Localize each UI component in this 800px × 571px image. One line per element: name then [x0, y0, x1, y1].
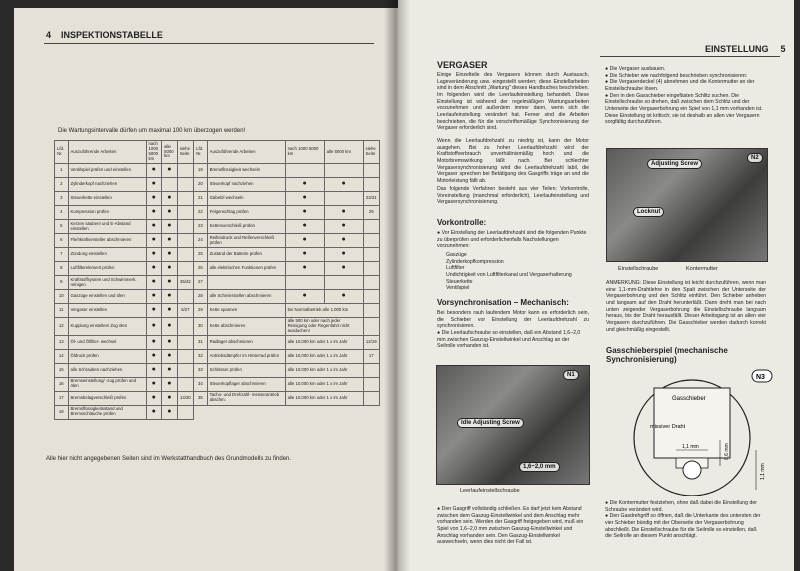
table-cell: ●: [146, 290, 162, 304]
table-cell: Gaszüge einstellen und ölen: [68, 290, 146, 304]
table-cell: ●: [146, 335, 162, 349]
table-cell: 29: [363, 206, 379, 220]
left-page-title: INSPEKTIONSTABELLE: [61, 30, 163, 40]
right-page-title: EINSTELLUNG: [705, 44, 769, 54]
table-cell: ●: [162, 262, 178, 276]
table-cell: Zylinderkopf nachziehen: [68, 178, 146, 192]
diagram-label-slide: Gasschieber: [672, 396, 706, 402]
table-cell: alle 500 km oder nach jeder Reinigung oder Regenfahrt nicht ausduchen!: [285, 318, 363, 336]
table-cell: ●: [285, 290, 324, 304]
col-header: Lfd. Nr.: [194, 141, 208, 164]
photo-label-idle-screw: Idle Adjusting Screw: [457, 418, 524, 428]
table-cell: [363, 220, 379, 234]
col-header: Auszuführende Arbeiten: [207, 141, 285, 164]
table-row: [55, 178, 380, 192]
table-row: [55, 192, 380, 206]
table-cell: [324, 192, 363, 206]
table-cell: Kettenverschleiß prüfen: [207, 220, 285, 234]
list-item-text: Die Schieber wie nachfolgend beschrieben synchronisieren:: [609, 72, 748, 79]
table-cell: [177, 318, 193, 336]
paragraph-idle: Wenn die Leerlaufdrehzahl zu niedrig ist, kann der Motor ausgehen. Bei zu hoher Leerlaufdrehzahl wird der Kraftstoffverbrauch unverhältnismäßig hoch und die Motorbremswirkung läßt nach. Bei schlechter Vergasersynchronisierung wird die Leerlaufdrehzahl labil, die Vergaser sprechen bei Betätigung des Gasgriffs träge an und die Motorleistung fällt ab.: [437, 138, 589, 184]
table-cell: 8: [55, 262, 69, 276]
table-cell: [363, 391, 379, 405]
table-row: [55, 391, 380, 405]
table-cell: ●: [324, 206, 363, 220]
table-cell: Bremsflüssigkeitsstand und Bremsschläuche prüfen: [68, 405, 146, 419]
table-cell: 4: [55, 206, 69, 220]
section-gasschieber: Gasschieberspiel (mechanische Synchronisierung): [606, 346, 728, 364]
table-cell: Gabelöl wechseln: [207, 192, 285, 206]
table-cell: [177, 234, 193, 248]
table-cell: [177, 405, 193, 419]
list-item: ● Den in den Gasschieber eingefästen Schlitz suchen. Die Einstellschraube so drehen, daß zwischen dem Schlitz und der Unterseite der Vergaserbohrung ein Spiel von 1,1 mm vorhanden ist. Diese Einstellung ist kritisch; sie ist deshalb an allen vier Vergasern sorgfältig durchzuführen.: [605, 92, 763, 126]
table-cell: [363, 304, 379, 318]
right-header-rule: [600, 56, 780, 57]
table-row: [55, 290, 380, 304]
table-cell: [177, 262, 193, 276]
table-cell: 29: [194, 304, 208, 318]
table-cell: alle 10.000 km oder 1 x im Jahr: [285, 335, 363, 349]
table-cell: Kette abschmieren: [207, 318, 285, 336]
list-item: Ventilspiel: [446, 285, 470, 292]
table-cell: [363, 262, 379, 276]
table-cell: Kerzen säubern und E-Abstand einstellen: [68, 220, 146, 234]
table-cell: [177, 192, 193, 206]
list-item: Undichtigkeit von Luftfilterkanal und Vergaserhalterung: [446, 271, 572, 278]
table-cell: 13: [55, 335, 69, 349]
table-cell: ●: [146, 234, 162, 248]
table-cell: bei Normalbetrieb alle 1.000 km: [285, 304, 363, 318]
list-item-text: Den Gasdrehgriff so öffnen, daß die Unterkante des untersten der vier Schieber bündig mit der Oberseite der Vergaserbohrung abschließt. Die Einstellschraube für die Seilrolle so einstellen, daß die Seilrolle an diesem Punkt anschlägt.: [605, 513, 761, 540]
table-row: [55, 234, 380, 248]
table-cell: ●: [162, 349, 178, 363]
table-cell: ●: [324, 234, 363, 248]
table-cell: ●: [146, 349, 162, 363]
table-row: [55, 363, 380, 377]
table-cell: ●: [324, 248, 363, 262]
col-header: siehe Seite: [177, 141, 193, 164]
table-cell: ●: [162, 304, 178, 318]
photo-idle-adjusting-screw: [436, 365, 590, 485]
table-cell: [177, 248, 193, 262]
table-cell: ●: [146, 304, 162, 318]
table-footnote: Alle hier nicht angegebenen Seiten sind im Werkstatthandbuch des Grundmodells zu finden.: [46, 456, 292, 462]
table-cell: Vergaser einstellen: [68, 304, 146, 318]
table-cell: ●: [162, 206, 178, 220]
steps-list-2: [605, 500, 765, 540]
table-cell: ●: [162, 276, 178, 290]
table-cell: 31: [194, 335, 208, 349]
table-cell: [177, 220, 193, 234]
table-cell: 27: [194, 276, 208, 290]
table-cell: ●: [324, 290, 363, 304]
table-cell: Steuerkopflager abschmieren: [207, 377, 285, 391]
table-cell: 14/30: [177, 391, 193, 405]
table-cell: Öl- und Ölfilter- wechsel: [68, 335, 146, 349]
table-row: [55, 220, 380, 234]
table-cell: alle 10.000 km oder 1 x im Jahr: [285, 363, 363, 377]
table-cell: ●: [146, 192, 162, 206]
diagram-dim-2: 0,6 mm: [724, 443, 730, 460]
table-cell: [324, 164, 363, 178]
table-cell: ●: [146, 405, 162, 419]
paragraph-procedure: Das folgende Verfahren besteht aus vier Teilen: Vorkontrolle, Voreinstellung (manchmal erforderlich), Leerlaufeinstellung und Vergasersynchronisierung.: [437, 186, 589, 206]
table-cell: ●: [146, 178, 162, 192]
list-item-text: Die Vergaserdeckel (4) abnehmen und die Kontermutter an der Einstellschraube lösen.: [605, 79, 755, 92]
list-item: Luftfilter: [446, 265, 465, 272]
list-item: Gaszüge: [446, 252, 467, 258]
table-cell: 35: [194, 391, 208, 405]
table-cell: [177, 335, 193, 349]
table-cell: Bremseinstellung/ -zug prüfen und ölen: [68, 377, 146, 391]
list-item-text: Den in den Gasschieber eingefästen Schlitz suchen. Die Einstellschraube so drehen, daß zwischen dem Schlitz und der Unterseite der Vergaserbohrung ein Spiel von 1,1 mm vorhanden ist. Diese Einstellung ist kritisch; sie ist deshalb an allen vier Vergasern sorgfältig durchzuführen.: [605, 92, 763, 126]
diagram-dim-1: 1,1 mm: [682, 444, 699, 450]
table-cell: Reifendruck und Reifenverschleiß prüfen: [207, 234, 285, 248]
table-cell: ●: [285, 206, 324, 220]
table-cell: [363, 164, 379, 178]
table-cell: alle Schmierstellen abschmieren: [207, 290, 285, 304]
table-cell: 2: [55, 178, 69, 192]
col-header: alle 5000 km: [324, 141, 363, 164]
col-header: Lfd. Nr.: [55, 141, 69, 164]
table-cell: 10: [55, 290, 69, 304]
table-row: [55, 206, 380, 220]
table-cell: ●: [146, 391, 162, 405]
table-row: [55, 349, 380, 363]
table-cell: 1: [55, 164, 69, 178]
table-cell: ●: [285, 248, 324, 262]
table-cell: Kompression prüfen: [68, 206, 146, 220]
table-cell: ●: [162, 391, 178, 405]
table-cell: 18: [55, 405, 69, 419]
table-cell: ●: [146, 363, 162, 377]
table-intro: Die Wartungsintervalle dürfen um maximal 100 km überzogen werden!: [58, 128, 246, 134]
table-cell: [177, 349, 193, 363]
table-cell: 33: [194, 363, 208, 377]
table-cell: 5: [55, 220, 69, 234]
inspection-table: [54, 140, 380, 420]
table-cell: Fliehkraftversteller abschmieren: [68, 234, 146, 248]
col-header: nach 1000 5000 km: [285, 141, 324, 164]
table-cell: alle 10.000 km oder 1 x im Jahr: [285, 349, 363, 363]
table-cell: [177, 164, 193, 178]
section-vorsynchronisation: Vorsynchronisation – Mechanisch:: [437, 298, 569, 307]
table-cell: 3: [55, 192, 69, 206]
table-cell: alle Schrauben nachziehen: [68, 363, 146, 377]
table-cell: Luftfilterelement prüfen: [68, 262, 146, 276]
table-cell: Steuerkette einstellen: [68, 192, 146, 206]
steps-list: [605, 66, 765, 126]
photo-label-adjusting-screw: Adjusting Screw: [647, 159, 702, 169]
table-cell: [363, 377, 379, 391]
section-vorkontrolle: Vorkontrolle:: [437, 218, 487, 227]
table-cell: alle elektrischen Funktionen prüfen: [207, 262, 285, 276]
table-cell: ●: [162, 405, 178, 419]
table-row: [55, 377, 380, 391]
table-row: [55, 248, 380, 262]
table-cell: Kette spannen: [207, 304, 285, 318]
table-cell: Schlösser prüfen: [207, 363, 285, 377]
table-cell: [363, 318, 379, 336]
table-row: [55, 318, 380, 336]
table-cell: Steuerkopf nachziehen: [207, 178, 285, 192]
table-cell: ●: [285, 178, 324, 192]
table-cell: Antriebsdämpfer im Hinterrad prüfen: [207, 349, 285, 363]
table-cell: 23: [194, 220, 208, 234]
table-cell: ●: [162, 335, 178, 349]
bullet-precheck-text: Vor Einstellung der Leerlaufdrehzahl sind die folgenden Punkte zu überprüfen und erforderlichenfalls Nachstellungen vorzunehmen:: [437, 230, 587, 250]
diagram-tag: N3: [756, 374, 765, 381]
list-item: Zylinderkopfkompression: [446, 258, 504, 265]
table-cell: 26: [194, 262, 208, 276]
table-cell: ●: [146, 262, 162, 276]
table-cell: [285, 164, 324, 178]
list-item: ● Die Schieber wie nachfolgend beschrieben synchronisieren:: [605, 72, 748, 79]
table-cell: ●: [162, 377, 178, 391]
list-item: ● Die Kontermutter festziehen, ohne daß dabei die Einstellung der Schraube verändert wird.: [605, 500, 757, 513]
table-cell: 32: [194, 349, 208, 363]
table-cell: Bremsbelagverschleiß prüfen: [68, 391, 146, 405]
left-page-number: 4: [46, 30, 52, 40]
table-cell: ●: [285, 192, 324, 206]
table-row: [55, 304, 380, 318]
table-cell: ●: [146, 377, 162, 391]
table-cell: [363, 290, 379, 304]
table-cell: alle 10.000 km oder 1 x im Jahr: [285, 391, 363, 405]
table-row: [55, 405, 380, 419]
col-header: nach 1000 5000 km: [146, 141, 162, 164]
right-page-number: 5: [780, 44, 786, 54]
table-cell: 6: [55, 234, 69, 248]
table-row: [55, 335, 380, 349]
table-cell: [363, 234, 379, 248]
table-row: [55, 262, 380, 276]
table-cell: ●: [146, 220, 162, 234]
table-cell: ●: [162, 363, 178, 377]
table-row: [55, 164, 380, 178]
table-cell: 25: [194, 248, 208, 262]
list-item: ● Den Gasdrehgriff so öffnen, daß die Unterkante des untersten der vier Schieber bündig mit der Oberseite der Vergaserbohrung abschließt. Die Einstellschraube für die Seilrolle so einstellen, daß die Seilrolle an diesem Punkt anschlägt.: [605, 513, 761, 540]
table-cell: ●: [146, 318, 162, 336]
table-cell: [363, 363, 379, 377]
col-header: alle 5000 km: [162, 141, 178, 164]
table-cell: Felgenschlag prüfen: [207, 206, 285, 220]
table-cell: ●: [162, 318, 178, 336]
table-cell: ●: [324, 178, 363, 192]
table-cell: ●: [285, 234, 324, 248]
photo-label-locknut: Locknut: [633, 207, 664, 217]
list-item: ● Die Vergaser ausbauen.: [605, 66, 666, 72]
note-paragraph: ANMERKUNG: Diese Einstellung ist leicht durchzuführen, wenn man eine 1,1-mm-Drahtlehre in den Spalt zwischen der Unterseite der Vergaserbohrung und den Schlitz einführt. Den Schieber anheben und langsam auf den Draht herunterläßt. Dann dreht man bei nach unten zeigender Vergaserbohrung die Einstellschraube langsam heraus, bis der Draht herausfällt. Dieser Arbeitsgang ist an allen vier Vergasern durchzuführen. Die Gasschieber werden dadurch korrekt und gleichmäßig eingestellt.: [606, 280, 766, 333]
left-header: [46, 30, 163, 40]
table-cell: [177, 178, 193, 192]
table-cell: 17: [363, 349, 379, 363]
table-cell: ●: [146, 248, 162, 262]
table-cell: 15: [55, 363, 69, 377]
table-cell: 24: [194, 234, 208, 248]
table-cell: 22: [194, 206, 208, 220]
table-cell: ●: [324, 262, 363, 276]
photo2-caption-screw: Einstellschraube: [618, 266, 659, 272]
table-cell: 16: [55, 377, 69, 391]
table-cell: [363, 276, 379, 290]
table-cell: Bremsflüssigkeit wechseln: [207, 164, 285, 178]
table-cell: [177, 377, 193, 391]
left-header-rule: [44, 43, 374, 44]
list-item: Steuerkette: [446, 278, 473, 285]
bullet-gasgriff-text: Den Gasgriff vollständig schließen. Es darf jetzt kein Abstand zwischen dem Gaszug-Einstellwinkel und dem Anschlag mehr vorhanden sein. Werden der Gasgriff freigegeben wird, muß ein Spiel von 1,6–2,0 mm zwischen Gaszug-Einstellwinkel und Anschlag vorhanden sein. Den Gaszug-Einstellwinkel auswechseln, wenn dies nicht der Fall ist.: [437, 506, 584, 546]
table-cell: [363, 178, 379, 192]
table-header-row: [55, 141, 380, 164]
table-cell: alle 10.000 km oder 1 x im Jahr: [285, 377, 363, 391]
bullet-gasgriff: ● Den Gasgriff vollständig schließen. Es darf jetzt kein Abstand zwischen dem Gaszug-Einstellwinkel und dem Anschlag mehr vorhanden sein. Werden der Gasgriff freigegeben wird, muß ein Spiel von 1,6–2,0 mm zwischen Gaszug-Einstellwinkel und Anschlag vorhanden sein. Den Gaszug-Einstellwinkel auswechseln, wenn dies nicht der Fall ist.: [437, 506, 584, 546]
table-cell: 19: [194, 164, 208, 178]
col-header: siehe Seite: [363, 141, 379, 164]
table-cell: ●: [146, 276, 162, 290]
list-item-text: Die Kontermutter festziehen, ohne daß dabei die Einstellung der Schraube verändert wird.: [605, 500, 757, 513]
table-cell: 9: [55, 276, 69, 290]
table-cell: Tacho- und Drehzahl- messerantrieb abschm.: [207, 391, 285, 405]
bullet-idle-screw-text: Die Leerlaufschraube so einstellen, daß ein Abstand 1,6–2,0 mm zwischen Gaszug-Einstellwinkel und Anschlag an der Seilrolle vorhanden ist.: [437, 330, 581, 350]
table-cell: 28: [194, 290, 208, 304]
table-cell: 23/31: [363, 192, 379, 206]
table-cell: ●: [285, 262, 324, 276]
paragraph-presync: Bei besonders rauh laufendem Motor kann es erforderlich sein, die Schieber vor Einstellung der Leerlaufdrehzahl zu synchronisieren.: [437, 310, 589, 330]
table-cell: 14: [55, 349, 69, 363]
table-cell: Ventilspiel prüfen und einstellen: [68, 164, 146, 178]
diagram-dim-3: 1,1 mm: [760, 463, 766, 480]
table-cell: 7: [55, 248, 69, 262]
table-cell: [363, 248, 379, 262]
table-cell: ●: [162, 290, 178, 304]
paragraph-intro: Einige Einzelteile des Vergasers können durch Austausch, Lageveränderung usw. eingestellt werden; diese Einstellarbeiten sind in dem Abschnitt „Wartung" dieses Handbuches beschrieben. Im folgenden wird die Leerlaufeinstellung behandelt. Diese Einstellung ist während der regelmäßigen Wartungsarbeiten vorzunehmen und außerdem immer dann, wenn sich die Leerlaufeinstellung verändert hat. Ferner sind die Arbeiten beschrieben, die für die vorschriftsmäßige Synchronisierung der Vergaser erforderlich sind.: [437, 72, 589, 132]
table-cell: Radlager abschmieren: [207, 335, 285, 349]
table-cell: [177, 363, 193, 377]
table-cell: [177, 290, 193, 304]
table-cell: ●: [162, 164, 178, 178]
precheck-list: [446, 252, 586, 292]
table-cell: 30: [194, 318, 208, 336]
list-item-text: Die Vergaser ausbauen.: [609, 66, 666, 72]
diagram-label-wire: missiver Draht: [650, 424, 686, 430]
list-item: ● Die Vergaserdeckel (4) abnehmen und die Kontermutter an der Einstellschraube lösen.: [605, 79, 755, 92]
photo-adjusting-screw: [606, 148, 768, 262]
section-vergaser: VERGASER: [437, 60, 488, 70]
photo-tag-n1: N1: [563, 370, 579, 380]
bullet-idle-screw: ● Die Leerlaufschraube so einstellen, daß ein Abstand 1,6–2,0 mm zwischen Gaszug-Einstellwinkel und Anschlag an der Seilrolle vorhanden ist.: [437, 330, 581, 350]
table-cell: 20: [194, 178, 208, 192]
table-cell: 35/42: [177, 276, 193, 290]
photo1-caption: Leerlaufeinstellschraube: [460, 488, 520, 494]
table-cell: Zündung einstellen: [68, 248, 146, 262]
bullet-precheck: ● Vor Einstellung der Leerlaufdrehzahl sind die folgenden Punkte zu überprüfen und erforderlichenfalls Nachstellungen vorzunehmen:: [437, 230, 587, 250]
table-cell: [207, 276, 285, 290]
table-cell: Zustand der Batterie prüfen: [207, 248, 285, 262]
table-cell: Kraftstoffsystem und Schwimmerk. reinigen: [68, 276, 146, 290]
table-cell: ●: [146, 164, 162, 178]
table-cell: 21: [194, 192, 208, 206]
table-cell: 12/19: [363, 335, 379, 349]
photo-tag-n2: N2: [747, 153, 763, 163]
photo-dimension: 1,6~2,0 mm: [519, 462, 560, 472]
table-cell: 5/27: [177, 304, 193, 318]
col-header: Auszuführende Arbeiten: [68, 141, 146, 164]
table-cell: ●: [162, 248, 178, 262]
table-cell: ●: [162, 220, 178, 234]
table-cell: Öldruck prüfen: [68, 349, 146, 363]
gasschieber-diagram: [604, 366, 776, 496]
photo2-caption-nut: Kontermutter: [686, 266, 718, 272]
table-cell: [285, 276, 324, 290]
table-cell: Kupplung einstellen/ Zug ölen: [68, 318, 146, 336]
table-cell: 34: [194, 377, 208, 391]
table-cell: ●: [146, 206, 162, 220]
wire-circle: [683, 461, 701, 479]
table-cell: ●: [285, 220, 324, 234]
table-cell: [162, 178, 178, 192]
table-cell: 11: [55, 304, 69, 318]
table-cell: 17: [55, 391, 69, 405]
table-row: [55, 276, 380, 290]
table-cell: ●: [162, 192, 178, 206]
table-cell: ●: [324, 220, 363, 234]
table-cell: [324, 276, 363, 290]
table-cell: [177, 206, 193, 220]
table-cell: ●: [162, 234, 178, 248]
table-cell: 12: [55, 318, 69, 336]
right-header: [705, 44, 786, 54]
